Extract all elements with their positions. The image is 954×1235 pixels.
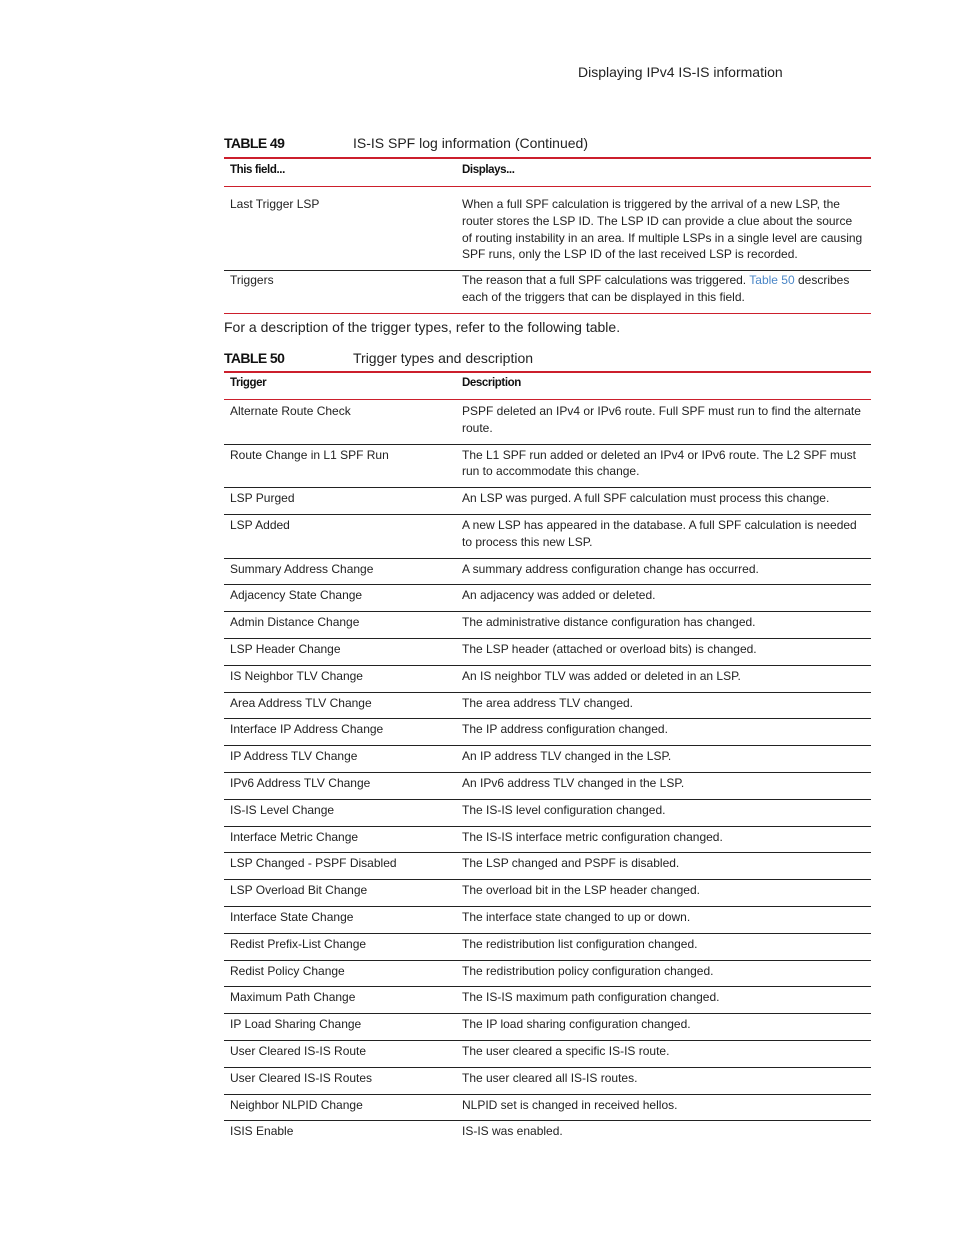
table-50: [224, 350, 871, 1147]
table-row: [224, 271, 871, 314]
table-50-body: [224, 400, 871, 1148]
trigger-cell: Redist Policy Change: [224, 960, 456, 987]
table-50-col-description-header: Description: [456, 373, 871, 400]
trigger-cell: LSP Changed - PSPF Disabled: [224, 853, 456, 880]
trigger-cell: User Cleared IS-IS Routes: [224, 1067, 456, 1094]
table-49-header-row: [224, 159, 871, 187]
table-row: [224, 933, 871, 960]
description-cell: The IS-IS maximum path configuration changed.: [456, 987, 871, 1014]
description-cell: The administrative distance configuration has changed.: [456, 612, 871, 639]
displays-cell: When a full SPF calculation is triggered by the arrival of a new LSP, the router stores the LSP ID. The LSP ID can provide a clue about the source of routing instability in an area. If multiple LSPs in a single level are causing SPF runs, only the LSP ID of the last received LSP is recorded.: [456, 187, 871, 271]
description-cell: NLPID set is changed in received hellos.: [456, 1094, 871, 1121]
trigger-cell: Maximum Path Change: [224, 987, 456, 1014]
table-row: [224, 1040, 871, 1067]
description-cell: An IS neighbor TLV was added or deleted in an LSP.: [456, 665, 871, 692]
table-row: [224, 488, 871, 515]
running-header-title: Displaying IPv4 IS-IS information: [578, 64, 783, 80]
trigger-cell: LSP Added: [224, 514, 456, 558]
description-cell: The IP load sharing configuration changed.: [456, 1014, 871, 1041]
description-cell: The area address TLV changed.: [456, 692, 871, 719]
description-cell: The overload bit in the LSP header changed.: [456, 880, 871, 907]
table-row: [224, 880, 871, 907]
description-cell: The interface state changed to up or down.: [456, 906, 871, 933]
trigger-cell: IP Load Sharing Change: [224, 1014, 456, 1041]
description-cell: An IP address TLV changed in the LSP.: [456, 746, 871, 773]
description-cell: A new LSP has appeared in the database. A full SPF calculation is needed to process this new LSP.: [456, 514, 871, 558]
description-cell: The user cleared a specific IS-IS route.: [456, 1040, 871, 1067]
table-49: [224, 135, 871, 314]
table-row: [224, 772, 871, 799]
desc-text-after: describes each of the triggers that can be displayed in this field.: [462, 273, 850, 304]
description-cell: The redistribution list configuration changed.: [456, 933, 871, 960]
table-row: [224, 906, 871, 933]
description-cell: The redistribution policy configuration changed.: [456, 960, 871, 987]
table-row: [224, 987, 871, 1014]
trigger-cell: IPv6 Address TLV Change: [224, 772, 456, 799]
trigger-cell: Admin Distance Change: [224, 612, 456, 639]
intro-paragraph: For a description of the trigger types, refer to the following table.: [224, 319, 621, 335]
trigger-cell: IP Address TLV Change: [224, 746, 456, 773]
table-row: [224, 1121, 871, 1147]
description-cell: The LSP header (attached or overload bits) is changed.: [456, 638, 871, 665]
trigger-cell: ISIS Enable: [230, 1124, 294, 1139]
table-50-col-trigger-header: Trigger: [224, 373, 456, 400]
table-row: [224, 1014, 871, 1041]
trigger-cell: Alternate Route Check: [224, 400, 456, 445]
table-row: [224, 719, 871, 746]
table-row: [224, 187, 871, 271]
trigger-cell: Neighbor NLPID Change: [224, 1094, 456, 1121]
table-50-title: Trigger types and description: [353, 350, 534, 366]
description-cell: The IS-IS level configuration changed.: [456, 799, 871, 826]
trigger-cell: Area Address TLV Change: [224, 692, 456, 719]
table-row: [224, 746, 871, 773]
description-cell: A summary address configuration change has occurred.: [456, 558, 871, 585]
description-cell: PSPF deleted an IPv4 or IPv6 route. Full SPF must run to find the alternate route.: [456, 400, 871, 445]
table-row: [224, 665, 871, 692]
description-cell: The IS-IS interface metric configuration changed.: [456, 826, 871, 853]
trigger-cell: LSP Header Change: [224, 638, 456, 665]
trigger-cell: LSP Overload Bit Change: [224, 880, 456, 907]
table-row: [224, 444, 871, 488]
description-cell: The LSP changed and PSPF is disabled.: [456, 853, 871, 880]
table-49-col-displays-header: Displays...: [456, 159, 871, 187]
trigger-cell: Route Change in L1 SPF Run: [224, 444, 456, 488]
trigger-cell: Interface State Change: [224, 906, 456, 933]
table-50-grid: [224, 373, 871, 1147]
table-row: [224, 558, 871, 585]
field-cell: Triggers: [224, 271, 456, 314]
table-row: [224, 585, 871, 612]
field-cell: Last Trigger LSP: [224, 187, 456, 271]
description-cell: An LSP was purged. A full SPF calculation must process this change.: [456, 488, 871, 515]
description-cell: IS-IS was enabled.: [462, 1124, 563, 1139]
table-row: [224, 612, 871, 639]
table-row: [224, 853, 871, 880]
trigger-cell: IS Neighbor TLV Change: [224, 665, 456, 692]
table-49-grid: [224, 159, 871, 314]
table-row: [224, 692, 871, 719]
description-cell: The IP address configuration changed.: [456, 719, 871, 746]
table-row: [224, 799, 871, 826]
description-cell: The L1 SPF run added or deleted an IPv4 or IPv6 route. The L2 SPF must run to accommodate this change.: [456, 444, 871, 488]
trigger-cell: User Cleared IS-IS Route: [224, 1040, 456, 1067]
description-cell: An adjacency was added or deleted.: [456, 585, 871, 612]
displays-cell: [456, 271, 871, 314]
desc-text-before: The reason that a full SPF calculations was triggered.: [462, 273, 750, 288]
trigger-cell: Redist Prefix-List Change: [224, 933, 456, 960]
table-row: [224, 1094, 871, 1121]
table-row: [224, 514, 871, 558]
table-49-caption: [224, 135, 871, 153]
description-cell: An IPv6 address TLV changed in the LSP.: [456, 772, 871, 799]
table-row: [224, 400, 871, 445]
description-cell: The user cleared all IS-IS routes.: [456, 1067, 871, 1094]
table-row: [224, 1067, 871, 1094]
table-50-caption: [224, 350, 871, 368]
trigger-cell: Summary Address Change: [224, 558, 456, 585]
table-50-header-row: [224, 373, 871, 400]
trigger-cell: LSP Purged: [224, 488, 456, 515]
table-50-number: TABLE 50: [224, 350, 285, 366]
table-row: [224, 960, 871, 987]
trigger-cell: IS-IS Level Change: [224, 799, 456, 826]
table-row: [224, 638, 871, 665]
trigger-cell: Interface Metric Change: [224, 826, 456, 853]
trigger-cell: Adjacency State Change: [224, 585, 456, 612]
table-50-link[interactable]: Table 50: [749, 273, 795, 288]
table-row: [224, 826, 871, 853]
trigger-cell: Interface IP Address Change: [224, 719, 456, 746]
table-49-number: TABLE 49: [224, 135, 285, 151]
table-49-title: IS-IS SPF log information (Continued): [353, 135, 588, 151]
table-49-col-field-header: This field...: [224, 159, 456, 187]
